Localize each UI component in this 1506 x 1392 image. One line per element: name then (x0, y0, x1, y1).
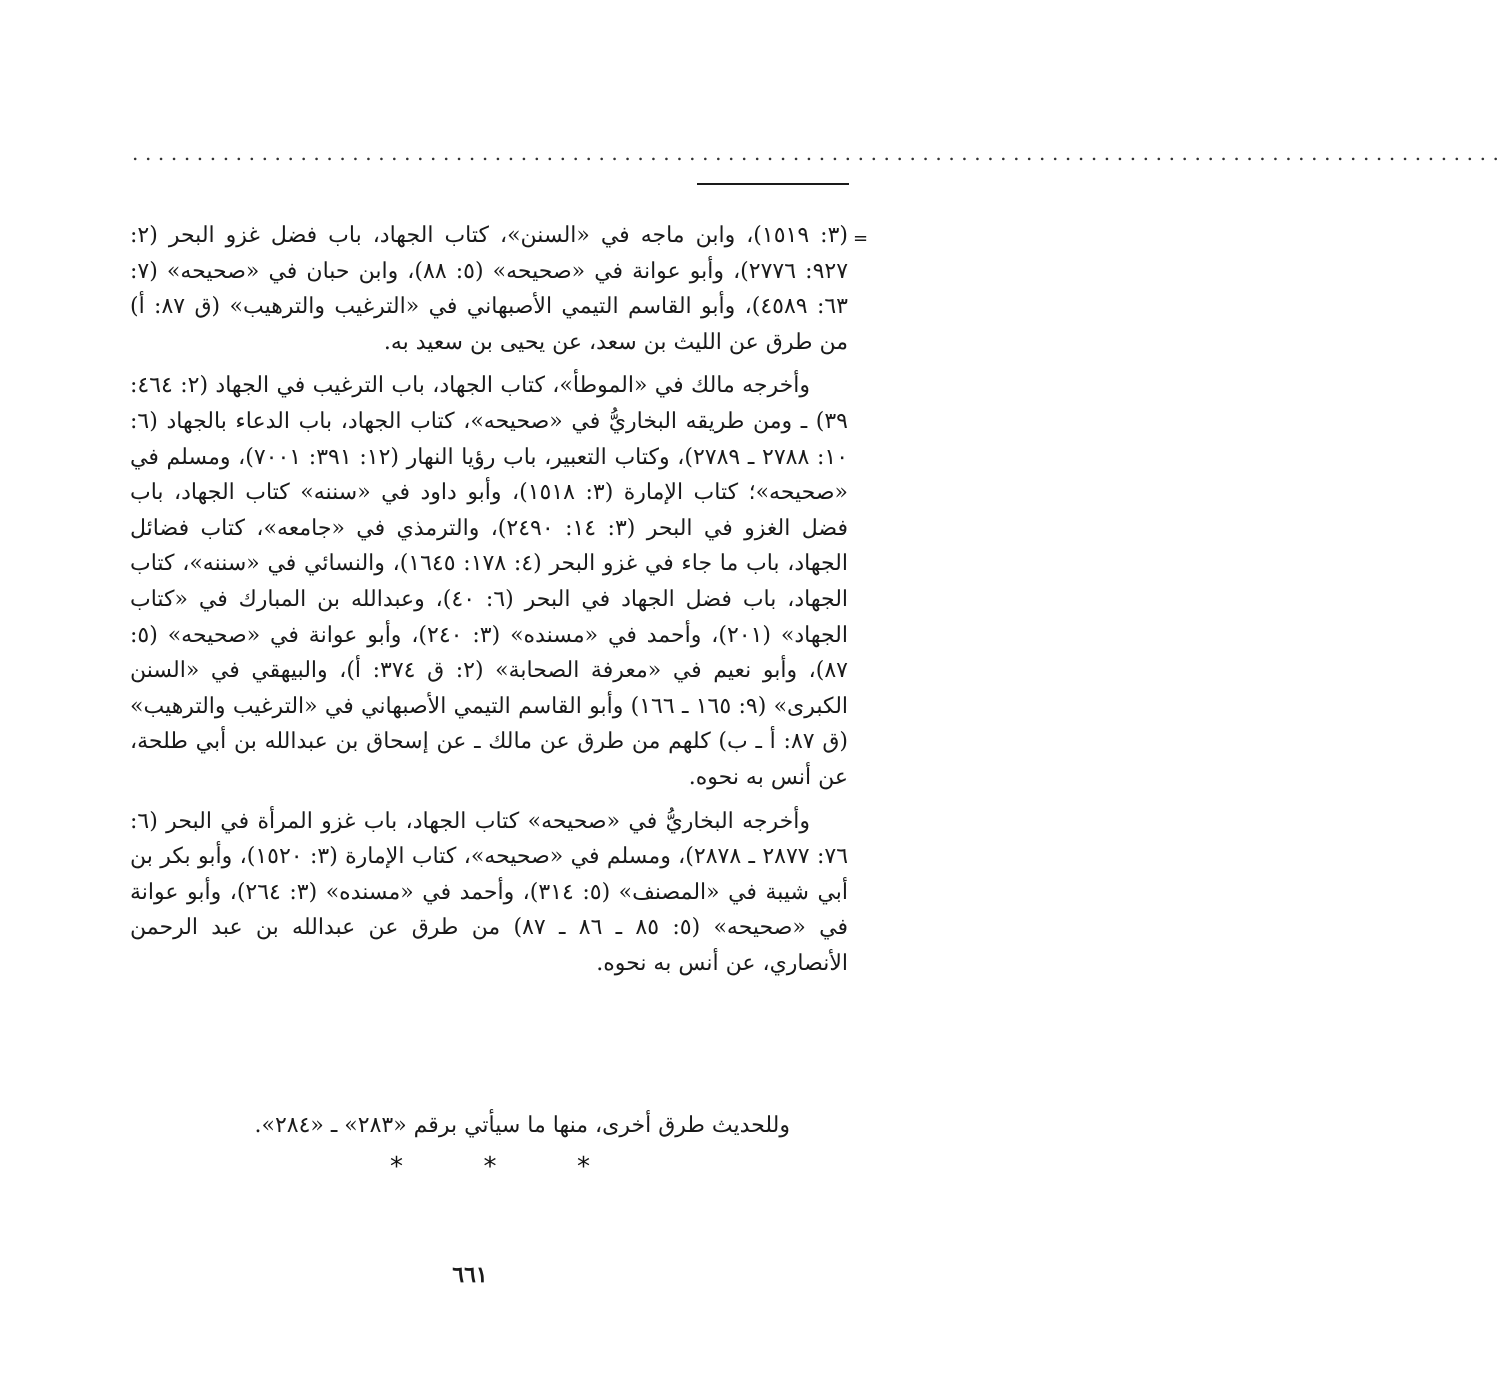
footnote-paragraph-1: (٣: ١٥١٩)، وابن ماجه في «السنن»، كتاب الجهاد، باب فضل غزو البحر (٢: ٩٢٧: ٢٧٧٦)، وأبو عوانة في «صحيحه» (٥: ٨٨)، وابن حبان في «صحيحه» (٧: ٦٣: ٤٥٨٩)، وأبو القاسم التيمي الأصبهاني في «الترغيب والترهيب» (ق ٨٧: أ) من طرق عن الليث بن سعد، عن يحيى بن سعيد به. (130, 223, 849, 355)
footnotes-block (130, 218, 848, 981)
footnote-paragraph-2: وأخرجه مالك في «الموطأ»، كتاب الجهاد، باب الترغيب في الجهاد (٢: ٤٦٤: ٣٩) ـ ومن طريقه البخاريُّ في «صحيحه»، كتاب الجهاد، باب الدعاء بالجهاد (٦: ١٠: ٢٧٨٨ ـ ٢٧٨٩)، وكتاب التعبير، باب رؤيا النهار (١٢: ٣٩١: ٧٠٠١)، ومسلم في «صحيحه»؛ كتاب الإمارة (٣: ١٥١٨)، وأبو داود في «سننه» كتاب الجهاد، باب فضل الغزو في البحر (٣: ١٤: ٢٤٩٠)، والترمذي في «جامعه»، كتاب فضائل الجهاد، باب ما جاء في غزو البحر (٤: ١٧٨: ١٦٤٥)، والنسائي في «سننه»، كتاب الجهاد، باب فضل الجهاد في البحر (٦: ٤٠)، وعبدالله بن المبارك في «كتاب الجهاد» (٢٠١)، وأحمد في «مسنده» (٣: ٢٤٠)، وأبو عوانة في «صحيحه» (٥: ٨٧)، وأبو نعيم في «معرفة الصحابة» (٢: ق ٣٧٤: أ)، والبيهقي في «السنن الكبرى» (٩: ١٦٥ ـ ١٦٦) وأبو القاسم التيمي الأصبهاني في «الترغيب والترهيب» (ق ٨٧: أ ـ ب) كلهم من طرق عن مالك ـ عن إسحاق بن عبدالله بن أبي طلحة، عن أنس به نحوه. (130, 373, 849, 790)
closing-line: وللحديث طرق أخرى، منها ما سيأتي برقم «٢٨٣» ـ «٢٨٤». (254, 1113, 790, 1138)
star-3: * (577, 1152, 590, 1182)
footnote-rule (697, 183, 849, 185)
footnote-paragraph-3: وأخرجه البخاريُّ في «صحيحه» كتاب الجهاد، باب غزو المرأة في البحر (٦: ٧٦: ٢٨٧٧ ـ ٢٨٧٨)، ومسلم في «صحيحه»، كتاب الإمارة (٣: ١٥٢٠)، وأبو بكر بن أبي شيبة في «المصنف» (٥: ٣١٤)، وأحمد في «مسنده» (٣: ٢٦٤)، وأبو عوانة في «صحيحه» (٥: ٨٥ ـ ٨٦ ـ ٨٧) من طرق عن عبدالله بن عبد الرحمن الأنصاري، عن أنس به نحوه. (130, 808, 849, 976)
dotted-separator: .......................................................................................................... (132, 141, 1506, 165)
star-1: * (390, 1152, 403, 1182)
continuation-mark: = (853, 228, 869, 249)
star-2: * (483, 1152, 497, 1182)
page-number: ٦٦١ (452, 1262, 488, 1288)
section-stars (390, 1152, 590, 1182)
